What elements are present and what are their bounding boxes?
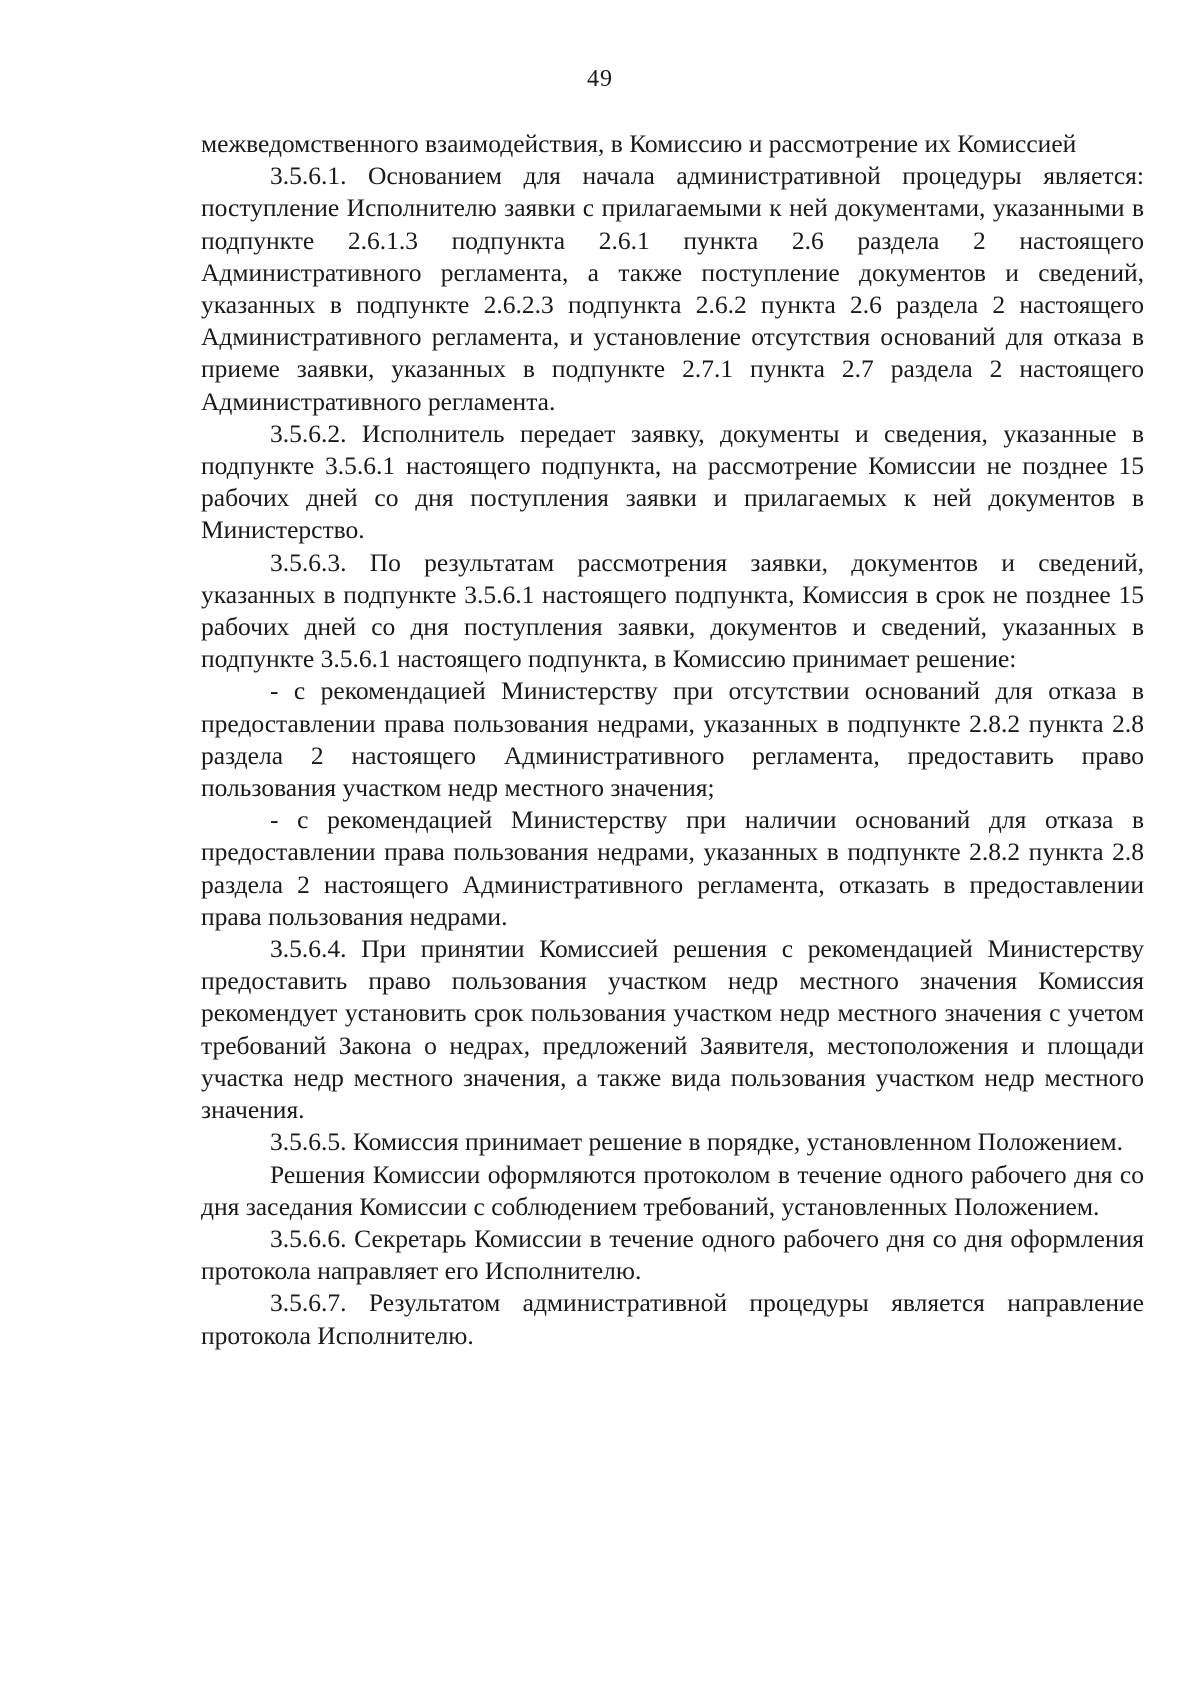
paragraph: 3.5.6.6. Секретарь Комиссии в течение одного рабочего дня со дня оформления протокола направляет его Исполнителю. (201, 1223, 1144, 1286)
paragraph: 3.5.6.1. Основанием для начала административной процедуры является: поступление Исполнителю заявки с прилагаемыми к ней документами, указанными в подпункте 2.6.1.3 подпункта 2.6.1 пункта 2.6 раздела 2 настоящего Административного регламента, а также поступление документов и сведений, указанных в подпункте 2.6.2.3 подпункта 2.6.2 пункта 2.6 раздела 2 настоящего Административного регламента, и установление отсутствия оснований для отказа в приеме заявки, указанных в подпункте 2.7.1 пункта 2.7 раздела 2 настоящего Административного регламента. (201, 161, 1144, 416)
paragraph: 3.5.6.7. Результатом административной процедуры является направление протокола Исполнителю. (201, 1288, 1144, 1350)
list-item: - с рекомендацией Министерству при наличии оснований для отказа в предоставлении права пользования недрами, указанных в подпункте 2.8.2 пункта 2.8 раздела 2 настоящего Административного регламента, отказать в предоставлении права пользования недрами. (201, 805, 1144, 931)
list-item: - с рекомендацией Министерству при отсутствии оснований для отказа в предоставлении права пользования недрами, указанных в подпункте 2.8.2 пункта 2.8 раздела 2 настоящего Административного регламента, предоставить право пользования участком недр местного значения; (201, 676, 1144, 803)
paragraph: 3.5.6.3. По результатам рассмотрения заявки, документов и сведений, указанных в подпункте 3.5.6.1 настоящего подпункта, Комиссия в срок не позднее 15 рабочих дней со дня поступления заявки, документов и сведений, указанных в подпункте 3.5.6.1 настоящего подпункта, в Комиссию принимает решение: (201, 547, 1144, 674)
paragraph: 3.5.6.2. Исполнитель передает заявку, документы и сведения, указанные в подпункте 3.5.6.1 настоящего подпункта, на рассмотрение Комиссии не позднее 15 рабочих дней со дня поступления заявки и прилагаемых к ней документов в Министерство. (201, 418, 1144, 545)
paragraph: 3.5.6.5. Комиссия принимает решение в порядке, установленном Положением. (270, 1127, 1124, 1157)
paragraph: 3.5.6.4. При принятии Комиссией решения с рекомендацией Министерству предоставить право пользования участком недр местного значения Комиссия рекомендует установить срок пользования участком недр местного значения с учетом требований Закона о недрах, предложений Заявителя, местоположения и площади участка недр местного значения, а также вида пользования участком недр местного значения. (201, 934, 1144, 1125)
page-number: 49 (587, 66, 613, 92)
paragraph: межведомственного взаимодействия, в Комиссию и рассмотрение их Комиссией (201, 129, 1077, 158)
document-body (201, 128, 1144, 1352)
paragraph: Решения Комиссии оформляются протоколом в течение одного рабочего дня со дня заседания Комиссии с соблюдением требований, установленных Положением. (201, 1159, 1144, 1221)
